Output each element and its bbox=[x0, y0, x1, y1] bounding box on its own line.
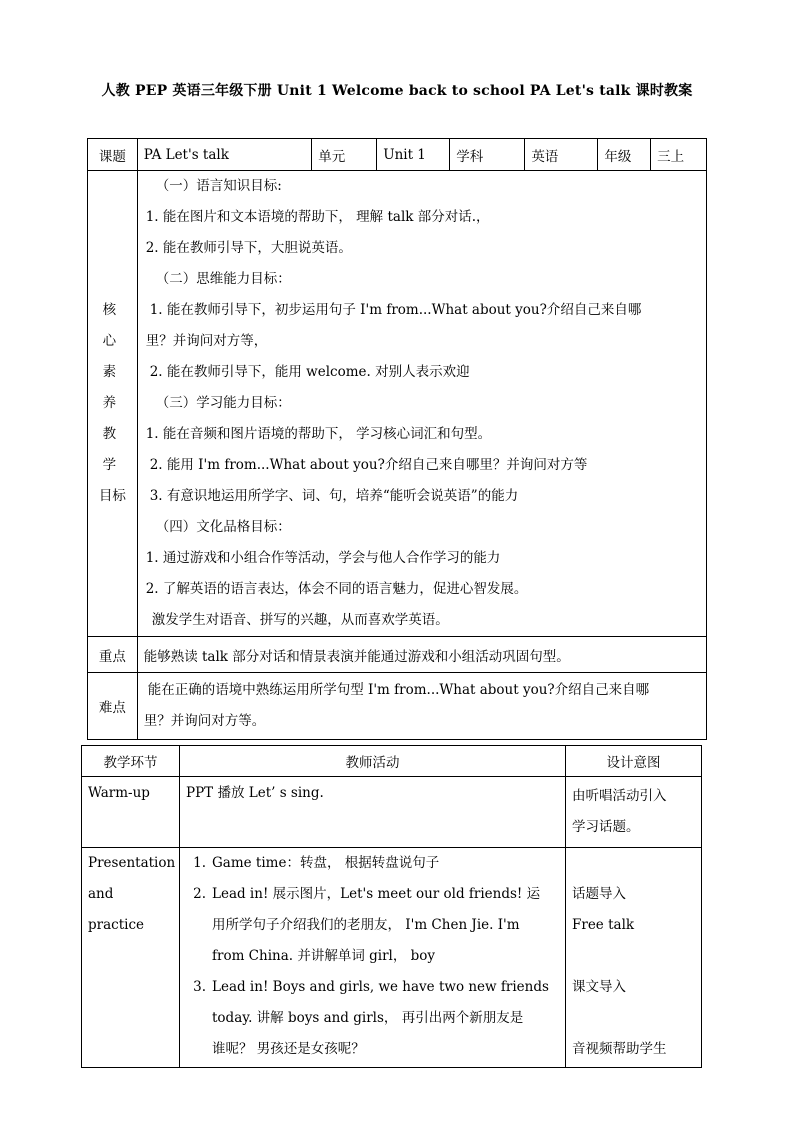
presentation-stage: Presentation and practice bbox=[82, 848, 180, 1068]
info-table bbox=[87, 138, 707, 740]
goal-line: 激发学生对语音、拼写的兴趣，从而喜欢学英语。 bbox=[151, 612, 449, 628]
list-item: 3. Lead in! Boys and girls, we have two new friends today. 讲解 boys and girls， 再引出两个新朋友是 谁呢？ 男孩还是女孩呢？ bbox=[193, 979, 549, 1057]
presentation-intent: 话题导入 Free talk 课文导入 音视频帮助学生 bbox=[566, 848, 702, 1068]
header-intent: 设计意图 bbox=[566, 746, 702, 777]
process-table bbox=[81, 745, 702, 1068]
presentation-activities bbox=[180, 848, 566, 1068]
grade-value: 三上 bbox=[651, 139, 707, 171]
goal-heading: （四）文化品格目标： bbox=[155, 519, 291, 535]
goal-heading: （二）思维能力目标： bbox=[155, 271, 291, 287]
page-title: 人教 PEP 英语三年级下册 Unit 1 Welcome back to school PA Let's talk 课时教案 bbox=[101, 83, 693, 99]
unit-label: 单元 bbox=[312, 139, 377, 171]
header-activity: 教师活动 bbox=[180, 746, 566, 777]
unit-value: Unit 1 bbox=[377, 139, 450, 171]
goal-line: 1. 能在教师引导下，初步运用句子 I'm from...What about you?介绍自己来自哪 bbox=[149, 302, 642, 318]
goal-heading: （一）语言知识目标: bbox=[155, 178, 282, 194]
warmup-intent: 由听唱活动引入 学习话题。 bbox=[566, 777, 702, 848]
goal-line: 1. 通过游戏和小组合作等活动，学会与他人合作学习的能力 bbox=[145, 550, 501, 566]
goal-line: 里？并询问对方等， bbox=[145, 333, 268, 349]
key-label: 重点 bbox=[88, 637, 138, 673]
goal-line: 1. 能在音频和图片语境的帮助下， 学习核心词汇和句型。 bbox=[145, 426, 492, 442]
topic-value: PA Let's talk bbox=[137, 139, 312, 171]
goal-line: 2. 能在教师引导下，大胆说英语。 bbox=[145, 240, 352, 256]
goals-content bbox=[137, 171, 706, 637]
list-item: 1. Game time：转盘， 根据转盘说句子 bbox=[193, 855, 440, 871]
header-stage: 教学环节 bbox=[82, 746, 180, 777]
subject-label: 学科 bbox=[450, 139, 525, 171]
goal-line: 3. 有意识地运用所学字、词、句，培养“能听会说英语”的能力 bbox=[149, 488, 519, 504]
warmup-activity: PPT 播放 Let’ s sing. bbox=[180, 777, 566, 848]
grade-label: 年级 bbox=[598, 139, 651, 171]
topic-label: 课题 bbox=[88, 139, 138, 171]
goal-line: 2. 能在教师引导下，能用 welcome. 对别人表示欢迎 bbox=[149, 364, 470, 380]
key-text: 能够熟读 talk 部分对话和情景表演并能通过游戏和小组活动巩固句型。 bbox=[137, 637, 706, 673]
goal-line: 1. 能在图片和文本语境的帮助下， 理解 talk 部分对话.， bbox=[145, 209, 490, 225]
goal-heading: （三）学习能力目标： bbox=[155, 395, 291, 411]
goal-line: 2. 了解英语的语言表达，体会不同的语言魅力，促进心智发展。 bbox=[145, 581, 528, 597]
goal-line: 2. 能用 I'm from...What about you?介绍自己来自哪里？并询问对方等 bbox=[149, 457, 588, 473]
subject-value: 英语 bbox=[525, 139, 598, 171]
goals-label: 核 心 素 养 教 学 目标 bbox=[88, 171, 138, 637]
difficult-label: 难点 bbox=[88, 673, 138, 740]
list-item: 2. Lead in! 展示图片，Let's meet our old friends! 运 用所学句子介绍我们的老朋友， I'm Chen Jie. I'm from China. 并讲解单词 girl， boy bbox=[193, 886, 541, 964]
difficult-text: 能在正确的语境中熟练运用所学句型 I'm from...What about you?介绍自己来自哪 里？并询问对方等。 bbox=[137, 673, 706, 740]
warmup-stage: Warm-up bbox=[82, 777, 180, 848]
